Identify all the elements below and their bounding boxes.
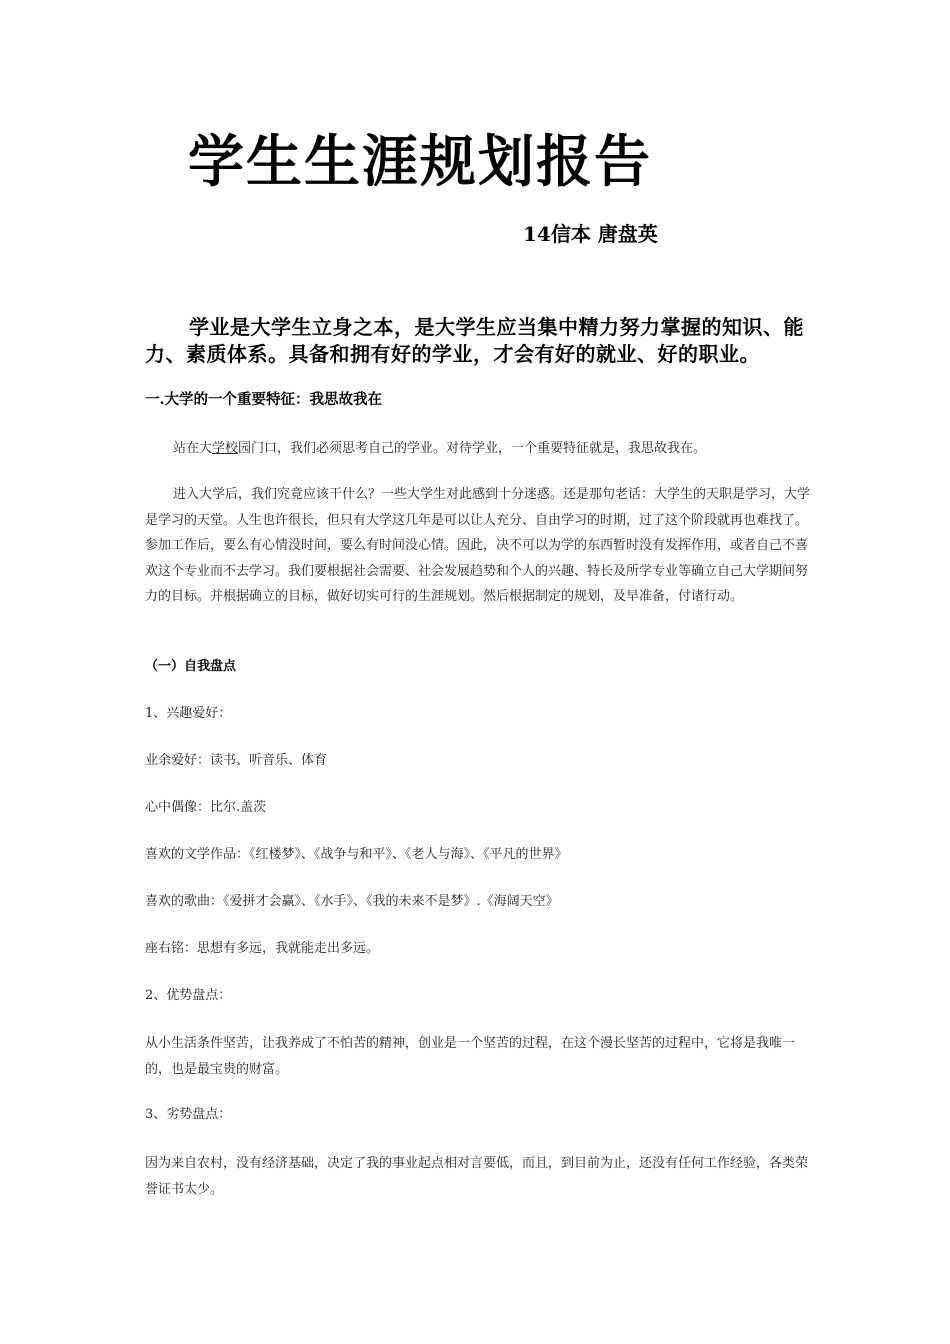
songs-line: 喜欢的歌曲：《爱拼才会赢》、《水手》、《我的未来不是梦》.《海阔天空》	[145, 894, 559, 909]
motto-line: 座右铭：思想有多远，我就能走出多远。	[145, 941, 380, 956]
weaknesses-heading: 3、劣势盘点：	[145, 1107, 232, 1122]
lead-paragraph: 学业是大学生立身之本，是大学生应当集中精力努力掌握的知识、能力、素质体系。具备和拥有好的学业，才会有好的就业、好的职业。	[145, 315, 804, 366]
paragraph-text: 站在大	[173, 441, 213, 456]
paragraph-text: 园门口，我们必须思考自己的学业。对待学业，一个重要特征就是，我思故我在。	[238, 441, 707, 456]
paragraph-university-study: 进入大学后，我们究竟应该干什么？一些大学生对此感到十分迷惑。还是那句老话：大学生的天职是学习，大学是学习的天堂。人生也许很长，但只有大学这几年是可以让人充分、自由学习的时期，过了这个阶段就再也难找了。参加工作后，要么有心情没时间，要么有时间没心情。因此，决不可以为学的东西暂时没有发挥作用，或者自己不喜欢这个专业而不去学习。我们要根据社会需要、社会发展趋势和个人的兴趣、特长及所学专业等确立自己大学期间努力的目标。并根据确立的目标，做好切实可行的生涯规划。然后根据制定的规划，及早准备，付诸行动。	[145, 487, 811, 604]
hobbies-line: 业余爱好：读书、听音乐、体育	[145, 753, 328, 768]
books-line: 喜欢的文学作品：《红楼梦》、《战争与和平》、《老人与海》、《平凡的世界》	[145, 847, 568, 862]
paragraph-campus	[145, 436, 810, 462]
weaknesses-paragraph: 因为来自农村，没有经济基础，决定了我的事业起点相对言要低，而且，到目前为止，还没有任何工作经验，各类荣誉证书太少。	[145, 1156, 809, 1197]
section-heading: 一.大学的一个重要特征：我思故我在	[145, 391, 383, 408]
document-title: 学生生涯规划报告	[188, 130, 652, 195]
school-link[interactable]: 学校	[212, 441, 239, 456]
author-line: 14信本 唐盘英	[523, 222, 658, 246]
idol-line: 心中偶像：比尔.盖茨	[145, 800, 267, 815]
subsection-heading: （一）自我盘点	[145, 659, 237, 674]
interests-heading: 1、兴趣爱好：	[145, 706, 232, 721]
strengths-paragraph: 从小生活条件坚苦，让我养成了不怕苦的精神，创业是一个坚苦的过程，在这个漫长坚苦的过程中，它将是我唯一的，也是最宝贵的财富。	[145, 1036, 796, 1077]
strengths-heading: 2、优势盘点：	[145, 988, 232, 1003]
